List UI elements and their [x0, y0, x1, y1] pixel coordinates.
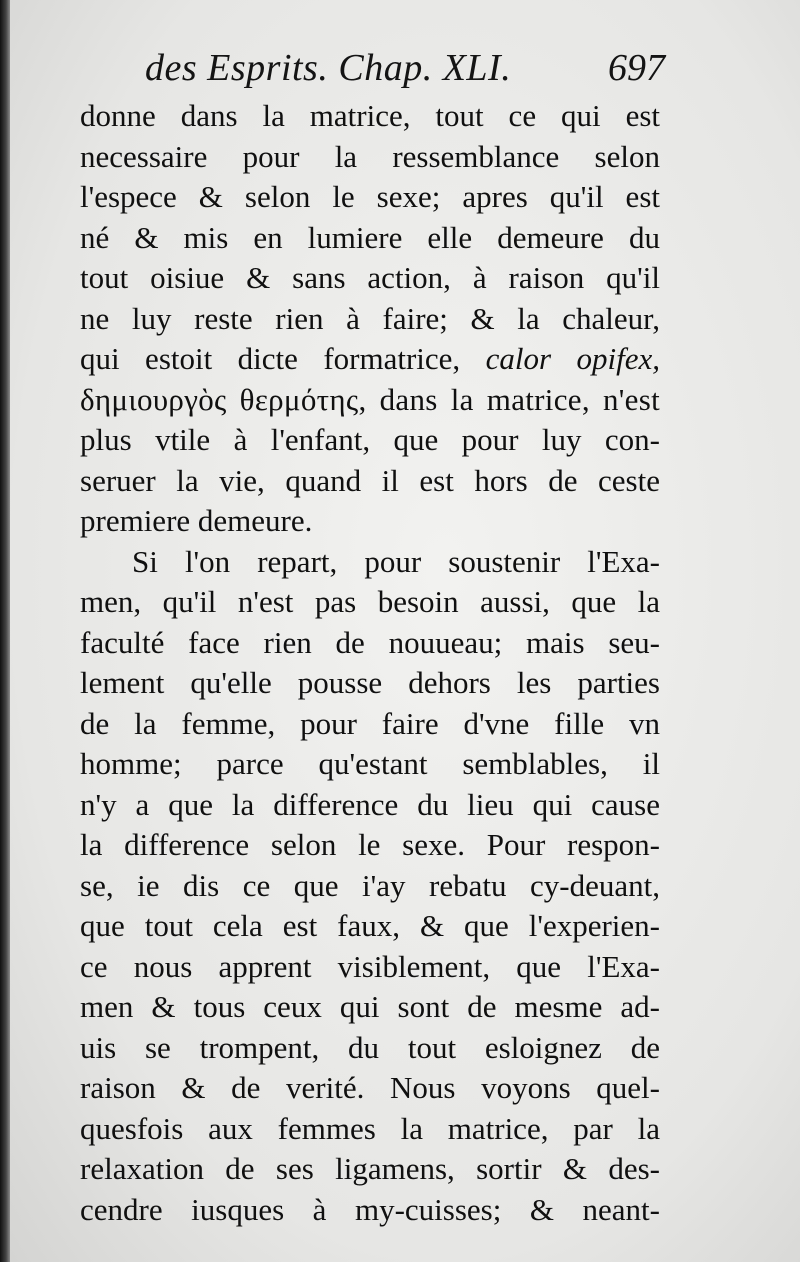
text-line: de la femme, pour faire d'vne fille vn: [80, 705, 660, 741]
text-line: quesfois aux femmes la matrice, par la: [80, 1110, 660, 1146]
running-head: des Esprits. Chap. XLI.: [145, 47, 512, 89]
text-line: relaxation de ses ligamens, sortir & des-: [80, 1151, 660, 1186]
text-line: men, qu'il n'est pas besoin aussi, que la: [80, 584, 660, 619]
text-line: lement qu'elle pousse dehors les parties: [80, 665, 660, 700]
text-line: premiere demeure.: [80, 503, 313, 538]
text-line: men & tous ceux qui sont de mesme ad-: [80, 989, 660, 1024]
text-line: ne luy reste rien à faire; & la chaleur,: [80, 300, 660, 336]
text-line: seruer la vie, quand il est hors de ceste: [80, 462, 660, 498]
text-line: donne dans la matrice, tout ce qui est: [80, 98, 660, 133]
text-line: n'y a que la difference du lieu qui cause: [80, 786, 660, 822]
page-gutter-shadow: [0, 0, 10, 1262]
text-line: né & mis en lumiere elle demeure du: [80, 219, 660, 255]
text-line: homme; parce qu'estant semblables, il: [80, 746, 660, 781]
text-line: uis se trompent, du tout esloignez de: [80, 1029, 660, 1065]
page-header: [145, 46, 665, 98]
text-line: se, ie dis ce que i'ay rebatu cy-deuant,: [80, 867, 660, 903]
text-line: ce nous apprent visiblement, que l'Exa-: [80, 948, 660, 984]
text-line: la difference selon le sexe. Pour respon-: [80, 827, 660, 862]
text-line: raison & de verité. Nous voyons quel-: [80, 1070, 660, 1105]
text-line: plus vtile à l'enfant, que pour luy con-: [80, 422, 660, 457]
text-line: necessaire pour la ressemblance selon: [80, 138, 660, 174]
paragraph-start-line: Si l'on repart, pour soustenir l'Exa-: [132, 543, 660, 579]
text-line: l'espece & selon le sexe; apres qu'il est: [80, 179, 660, 214]
body-text: [80, 96, 660, 1230]
text-line: cendre iusques à my-cuisses; & neant-: [80, 1191, 660, 1227]
book-page: [10, 0, 800, 1262]
latin-phrase: calor opifex,: [485, 341, 661, 376]
text-line: tout oisiue & sans action, à raison qu'il: [80, 260, 660, 295]
text-line: que tout cela est faux, & que l'experien-: [80, 908, 660, 943]
text-line: δημιουργὸς θερμότης, dans la matrice, n'est: [80, 381, 660, 417]
text-line: qui estoit dicte formatrice, calor opifex,: [80, 341, 661, 376]
page-number: 697: [608, 47, 665, 89]
text-line: faculté face rien de nouueau; mais seu-: [80, 624, 660, 660]
